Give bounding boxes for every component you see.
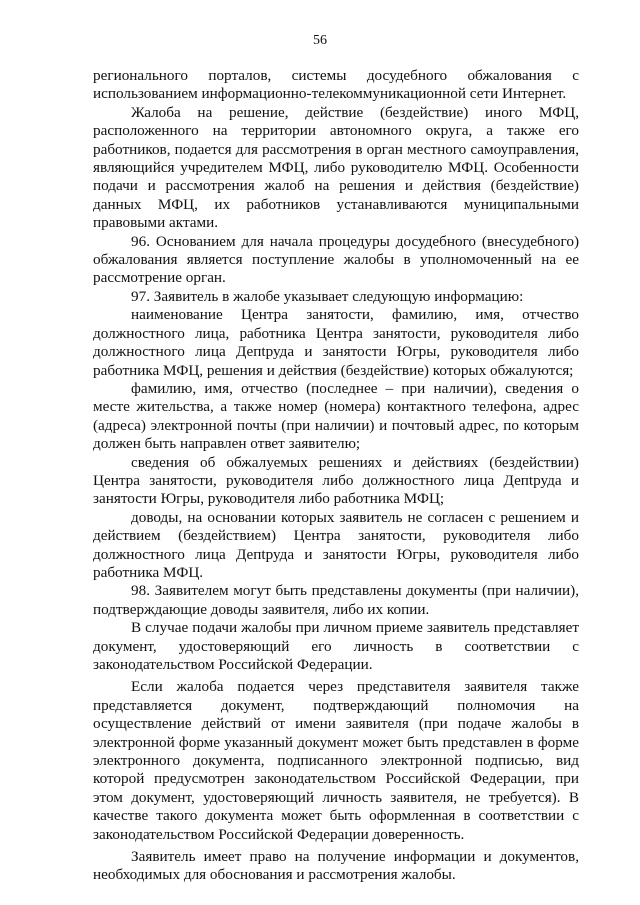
paragraph-mfc-complaint: Жалоба на решение, действие (бездействие) иного МФЦ, расположенного на территории автономного округа, а также его работников, подается для рассмотрения в орган местного самоуправления, являющийся учредителем МФЦ, либо руководителю МФЦ. Особенности подачи и рассмотрения жалоб на решения и действия (бездействие) данных МФЦ, их работников устанавливаются муниципальными правовыми актами. (93, 103, 579, 232)
list-item-appealed-decisions: сведения об обжалуемых решениях и действиях (бездействии) Центра занятости, руководителя либо должностного лица Депtруда и занятости Югры, руководителя либо работника МФЦ; (93, 453, 579, 508)
list-item-applicant-details: фамилию, имя, отчество (последнее – при наличии), сведения о месте жительства, а также номер (номера) контактного телефона, адрес (адреса) электронной почты (при наличии) и почтовый адрес, по которым должен быть направлен ответ заявителю; (93, 379, 579, 453)
document-body (93, 67, 579, 885)
paragraph-96: 96. Основанием для начала процедуры досудебного (внесудебного) обжалования является поступление жалобы в уполномоченный на ее рассмотрение орган. (93, 232, 579, 287)
paragraph-portal-continuation: регионального порталов, системы досудебного обжалования с использованием информационно-телекоммуникационной сети Интернет. (93, 67, 579, 103)
paragraph-98: 98. Заявителем могут быть представлены документы (при наличии), подтверждающие доводы заявителя, либо их копии. (93, 582, 579, 618)
list-item-arguments: доводы, на основании которых заявитель не согласен с решением и действием (бездействием) Центра занятости, руководителя либо должностного лица Депtруда и занятости Югры, руководителя либо работника МФЦ. (93, 508, 579, 581)
paragraph-representative: Если жалоба подается через представителя заявителя также представляется документ, подтверждающий полномочия на осуществление действий от имени заявителя (при подаче жалобы в электронной форме указанный документ может быть представлен в форме электронного документа, подписанного электронной подписью, вид которой предусмотрен законодательством Российской Федерации, при этом документ, удостоверяющий личность заявителя, не требуется). В качестве такого документа может быть оформленная в соответствии с законодательством Российской Федерации доверенность. (93, 678, 579, 843)
paragraph-personal-reception: В случае подачи жалобы при личном приеме заявитель представляет документ, удостоверяющий его личность в соответствии с законодательством Российской Федерации. (93, 619, 579, 673)
paragraph-97: 97. Заявитель в жалобе указывает следующую информацию: (131, 287, 524, 305)
paragraph-right-to-information: Заявитель имеет право на получение информации и документов, необходимых для обоснования и рассмотрения жалобы. (93, 848, 579, 884)
list-item-name-of-center: наименование Центра занятости, фамилию, имя, отчество должностного лица, работника Центра занятости, руководителя либо должностного лица Депtруда и занятости Югры, руководителя либо работника МФЦ, решения и действия (бездействие) которых обжалуются; (93, 306, 579, 379)
page-number: 56 (313, 33, 327, 48)
